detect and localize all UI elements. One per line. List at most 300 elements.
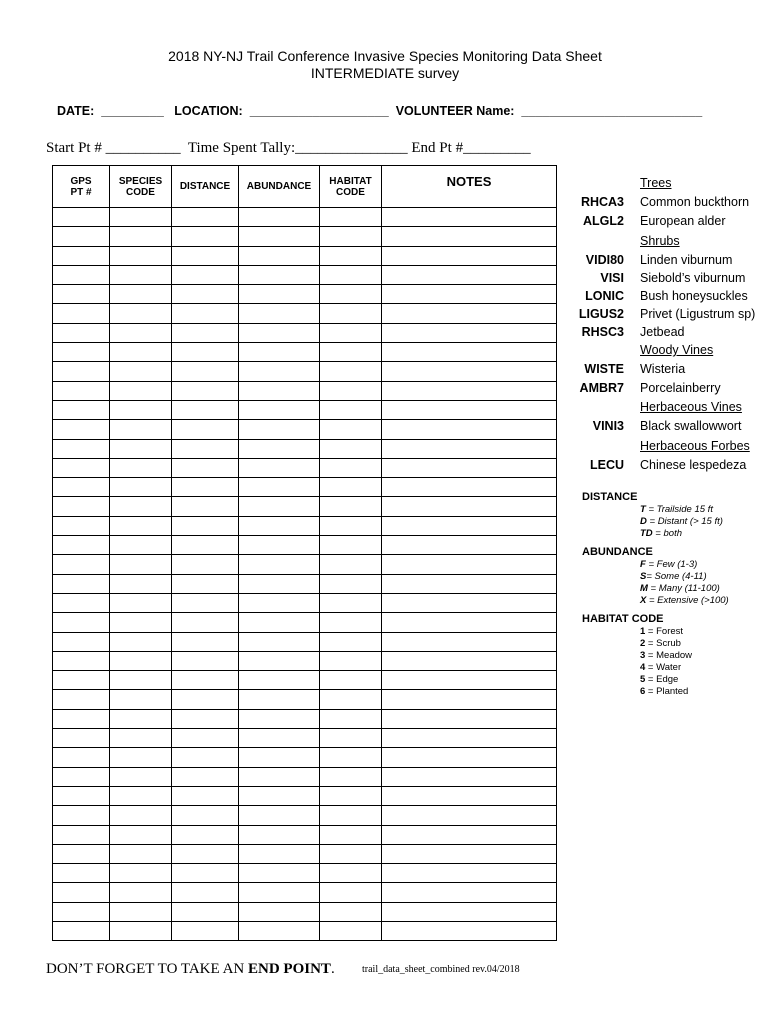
gps-cell[interactable]: [53, 767, 110, 786]
distance-cell[interactable]: [172, 246, 239, 265]
habitat-code-cell[interactable]: [320, 478, 382, 497]
species-code-cell[interactable]: [110, 902, 172, 921]
notes-cell[interactable]: [382, 304, 557, 323]
notes-cell[interactable]: [382, 536, 557, 555]
abundance-cell[interactable]: [239, 709, 320, 728]
table-body: [53, 208, 557, 941]
distance-cell[interactable]: [172, 555, 239, 574]
table-row: [53, 265, 557, 284]
distance-cell[interactable]: [172, 844, 239, 863]
habitat-key-item: [640, 626, 683, 638]
location-label: LOCATION:: [174, 104, 243, 118]
distance-cell[interactable]: [172, 400, 239, 419]
abundance-cell[interactable]: [239, 323, 320, 342]
table-row: [53, 381, 557, 400]
distance-key-code: D: [640, 516, 647, 527]
distance-cell[interactable]: [172, 516, 239, 535]
reminder-suffix: .: [330, 961, 335, 977]
species-code-cell[interactable]: [110, 516, 172, 535]
abundance-cell[interactable]: [239, 420, 320, 439]
abundance-cell[interactable]: [239, 825, 320, 844]
abundance-cell[interactable]: [239, 458, 320, 477]
legend-species-code: RHSC3: [581, 325, 624, 339]
species-code-cell[interactable]: [110, 921, 172, 940]
habitat-code-cell[interactable]: [320, 921, 382, 940]
notes-cell[interactable]: [382, 690, 557, 709]
habitat-code-cell[interactable]: [320, 555, 382, 574]
abundance-cell[interactable]: [239, 343, 320, 362]
col-abundance: ABUNDANCE: [239, 166, 320, 208]
species-code-cell[interactable]: [110, 304, 172, 323]
habitat-key-desc: = Edge: [645, 674, 679, 685]
table-row: [53, 343, 557, 362]
table-row: [53, 478, 557, 497]
abundance-cell[interactable]: [239, 574, 320, 593]
table-row: [53, 806, 557, 825]
legend-category-label: Herbaceous Vines: [640, 400, 742, 414]
distance-cell[interactable]: [172, 825, 239, 844]
habitat-key-code: 5: [640, 674, 646, 685]
abundance-cell[interactable]: [239, 439, 320, 458]
gps-cell[interactable]: [53, 844, 110, 863]
species-code-cell[interactable]: [110, 709, 172, 728]
distance-cell[interactable]: [172, 613, 239, 632]
habitat-key-desc: = Planted: [645, 686, 689, 697]
notes-cell[interactable]: [382, 343, 557, 362]
species-code-cell[interactable]: [110, 729, 172, 748]
gps-cell[interactable]: [53, 516, 110, 535]
distance-cell[interactable]: [172, 497, 239, 516]
time-spent-blank[interactable]: _______________: [295, 140, 408, 156]
gps-cell[interactable]: [53, 555, 110, 574]
habitat-code-cell[interactable]: [320, 671, 382, 690]
legend-species-code: AMBR7: [579, 381, 624, 395]
distance-cell[interactable]: [172, 651, 239, 670]
gps-cell[interactable]: [53, 323, 110, 342]
legend-species-name: Black swallowwort: [640, 419, 742, 433]
habitat-code-cell[interactable]: [320, 536, 382, 555]
date-blank[interactable]: _________: [101, 104, 164, 118]
notes-cell[interactable]: [382, 671, 557, 690]
abundance-key-item: [640, 571, 707, 583]
habitat-code-cell[interactable]: [320, 825, 382, 844]
notes-cell[interactable]: [382, 613, 557, 632]
table-row: [53, 748, 557, 767]
species-code-cell[interactable]: [110, 632, 172, 651]
table-row: [53, 632, 557, 651]
species-code-cell[interactable]: [110, 381, 172, 400]
abundance-cell[interactable]: [239, 729, 320, 748]
abundance-cell[interactable]: [239, 265, 320, 284]
table-row: [53, 208, 557, 227]
notes-cell[interactable]: [382, 825, 557, 844]
habitat-code-cell[interactable]: [320, 613, 382, 632]
gps-cell[interactable]: [53, 864, 110, 883]
gps-cell[interactable]: [53, 729, 110, 748]
species-code-cell[interactable]: [110, 883, 172, 902]
gps-cell[interactable]: [53, 362, 110, 381]
gps-cell[interactable]: [53, 381, 110, 400]
habitat-code-cell[interactable]: [320, 497, 382, 516]
habitat-code-cell[interactable]: [320, 632, 382, 651]
abundance-cell[interactable]: [239, 208, 320, 227]
start-point-blank[interactable]: __________: [105, 140, 181, 156]
gps-cell[interactable]: [53, 632, 110, 651]
notes-cell[interactable]: [382, 748, 557, 767]
notes-cell[interactable]: [382, 420, 557, 439]
gps-cell[interactable]: [53, 265, 110, 284]
habitat-code-cell[interactable]: [320, 883, 382, 902]
distance-cell[interactable]: [172, 265, 239, 284]
distance-cell[interactable]: [172, 323, 239, 342]
gps-cell[interactable]: [53, 458, 110, 477]
table-row: [53, 420, 557, 439]
species-code-cell[interactable]: [110, 227, 172, 246]
species-code-cell[interactable]: [110, 671, 172, 690]
habitat-code-cell[interactable]: [320, 323, 382, 342]
col-habitat-code: HABITAT CODE: [320, 166, 382, 208]
gps-cell[interactable]: [53, 227, 110, 246]
species-code-cell[interactable]: [110, 825, 172, 844]
title-line-2: INTERMEDIATE survey: [310, 65, 460, 81]
species-code-cell[interactable]: [110, 439, 172, 458]
gps-cell[interactable]: [53, 304, 110, 323]
gps-cell[interactable]: [53, 671, 110, 690]
distance-key-desc: = Trailside 15 ft: [645, 504, 713, 515]
abundance-cell[interactable]: [239, 767, 320, 786]
notes-cell[interactable]: [382, 555, 557, 574]
species-code-cell[interactable]: [110, 536, 172, 555]
habitat-code-cell[interactable]: [320, 343, 382, 362]
abundance-cell[interactable]: [239, 883, 320, 902]
distance-cell[interactable]: [172, 478, 239, 497]
habitat-code-cell[interactable]: [320, 786, 382, 805]
gps-cell[interactable]: [53, 690, 110, 709]
habitat-code-cell[interactable]: [320, 439, 382, 458]
abundance-cell[interactable]: [239, 227, 320, 246]
distance-key-desc: = both: [652, 528, 682, 539]
habitat-code-cell[interactable]: [320, 767, 382, 786]
species-code-cell[interactable]: [110, 478, 172, 497]
species-code-cell[interactable]: [110, 613, 172, 632]
notes-cell[interactable]: [382, 285, 557, 304]
species-code-cell[interactable]: [110, 285, 172, 304]
distance-cell[interactable]: [172, 883, 239, 902]
table-row: [53, 709, 557, 728]
notes-cell[interactable]: [382, 227, 557, 246]
table-row: [53, 883, 557, 902]
distance-cell[interactable]: [172, 786, 239, 805]
abundance-cell[interactable]: [239, 362, 320, 381]
table-row: [53, 844, 557, 863]
habitat-code-cell[interactable]: [320, 709, 382, 728]
habitat-code-cell[interactable]: [320, 690, 382, 709]
gps-cell[interactable]: [53, 574, 110, 593]
abundance-cell[interactable]: [239, 806, 320, 825]
gps-cell[interactable]: [53, 613, 110, 632]
table-row: [53, 864, 557, 883]
notes-cell[interactable]: [382, 864, 557, 883]
distance-cell[interactable]: [172, 632, 239, 651]
habitat-code-cell[interactable]: [320, 902, 382, 921]
abundance-cell[interactable]: [239, 902, 320, 921]
abundance-cell[interactable]: [239, 304, 320, 323]
distance-cell[interactable]: [172, 593, 239, 612]
habitat-code-cell[interactable]: [320, 246, 382, 265]
habitat-key-desc: = Forest: [645, 626, 684, 637]
distance-cell[interactable]: [172, 748, 239, 767]
table-header-row: [53, 166, 557, 208]
abundance-key-code: S: [640, 571, 647, 582]
habitat-key-desc: = Meadow: [645, 650, 693, 661]
abundance-cell[interactable]: [239, 632, 320, 651]
abundance-cell[interactable]: [239, 246, 320, 265]
gps-cell[interactable]: [53, 825, 110, 844]
notes-cell[interactable]: [382, 574, 557, 593]
notes-cell[interactable]: [382, 516, 557, 535]
habitat-key-item: [640, 662, 681, 674]
species-code-cell[interactable]: [110, 497, 172, 516]
habitat-code-cell[interactable]: [320, 400, 382, 419]
notes-cell[interactable]: [382, 381, 557, 400]
notes-cell[interactable]: [382, 439, 557, 458]
distance-cell[interactable]: [172, 208, 239, 227]
notes-cell[interactable]: [382, 709, 557, 728]
species-code-cell[interactable]: [110, 420, 172, 439]
habitat-code-cell[interactable]: [320, 844, 382, 863]
notes-cell[interactable]: [382, 593, 557, 612]
volunteer-label: VOLUNTEER Name:: [395, 104, 515, 118]
habitat-code-cell[interactable]: [320, 651, 382, 670]
abundance-cell[interactable]: [239, 671, 320, 690]
legend-category-label: Woody Vines: [640, 343, 714, 357]
species-code-cell[interactable]: [110, 864, 172, 883]
gps-cell[interactable]: [53, 497, 110, 516]
table-row: [53, 786, 557, 805]
habitat-code-cell[interactable]: [320, 516, 382, 535]
habitat-code-cell[interactable]: [320, 748, 382, 767]
volunteer-blank[interactable]: __________________________: [521, 104, 703, 118]
species-code-cell[interactable]: [110, 806, 172, 825]
notes-cell[interactable]: [382, 478, 557, 497]
habitat-code-cell[interactable]: [320, 304, 382, 323]
end-point-label: End Pt #: [411, 140, 464, 156]
notes-cell[interactable]: [382, 883, 557, 902]
distance-cell[interactable]: [172, 690, 239, 709]
species-code-cell[interactable]: [110, 690, 172, 709]
habitat-code-cell[interactable]: [320, 227, 382, 246]
species-code-cell[interactable]: [110, 265, 172, 284]
notes-cell[interactable]: [382, 921, 557, 940]
gps-cell[interactable]: [53, 709, 110, 728]
gps-cell[interactable]: [53, 883, 110, 902]
notes-cell[interactable]: [382, 651, 557, 670]
table-row: [53, 497, 557, 516]
notes-cell[interactable]: [382, 265, 557, 284]
legend-species-name: Bush honeysuckles: [640, 289, 748, 303]
species-code-cell[interactable]: [110, 323, 172, 342]
species-code-cell[interactable]: [110, 844, 172, 863]
habitat-code-cell[interactable]: [320, 381, 382, 400]
abundance-cell[interactable]: [239, 593, 320, 612]
abundance-key-desc: = Few (1-3): [645, 559, 698, 570]
legend-category-label: Herbaceous Forbes: [640, 439, 750, 453]
abundance-cell[interactable]: [239, 690, 320, 709]
distance-cell[interactable]: [172, 729, 239, 748]
notes-cell[interactable]: [382, 458, 557, 477]
habitat-code-cell[interactable]: [320, 285, 382, 304]
species-code-cell[interactable]: [110, 246, 172, 265]
species-code-cell[interactable]: [110, 400, 172, 419]
distance-key-item: [640, 528, 682, 540]
abundance-key-title: ABUNDANCE: [582, 546, 653, 558]
legend-species-name: Jetbead: [640, 325, 685, 339]
notes-cell[interactable]: [382, 497, 557, 516]
col-distance: DISTANCE: [172, 166, 239, 208]
distance-cell[interactable]: [172, 343, 239, 362]
species-code-cell[interactable]: [110, 343, 172, 362]
distance-cell[interactable]: [172, 381, 239, 400]
abundance-cell[interactable]: [239, 381, 320, 400]
abundance-key-desc: = Extensive (>100): [646, 595, 729, 606]
notes-cell[interactable]: [382, 844, 557, 863]
abundance-cell[interactable]: [239, 921, 320, 940]
gps-cell[interactable]: [53, 921, 110, 940]
abundance-cell[interactable]: [239, 555, 320, 574]
gps-cell[interactable]: [53, 651, 110, 670]
abundance-cell[interactable]: [239, 285, 320, 304]
distance-cell[interactable]: [172, 420, 239, 439]
distance-cell[interactable]: [172, 285, 239, 304]
distance-cell[interactable]: [172, 767, 239, 786]
habitat-code-cell[interactable]: [320, 458, 382, 477]
notes-cell[interactable]: [382, 400, 557, 419]
distance-cell[interactable]: [172, 536, 239, 555]
species-code-cell[interactable]: [110, 593, 172, 612]
notes-cell[interactable]: [382, 806, 557, 825]
gps-cell[interactable]: [53, 400, 110, 419]
distance-cell[interactable]: [172, 709, 239, 728]
gps-cell[interactable]: [53, 478, 110, 497]
distance-cell[interactable]: [172, 439, 239, 458]
col-gps-point: GPS PT #: [53, 166, 110, 208]
species-code-cell[interactable]: [110, 362, 172, 381]
notes-cell[interactable]: [382, 323, 557, 342]
gps-cell[interactable]: [53, 593, 110, 612]
abundance-cell[interactable]: [239, 844, 320, 863]
habitat-key-item: [640, 638, 681, 650]
habitat-key-item: [640, 650, 692, 662]
table-row: [53, 921, 557, 940]
notes-cell[interactable]: [382, 786, 557, 805]
distance-cell[interactable]: [172, 864, 239, 883]
habitat-code-cell[interactable]: [320, 265, 382, 284]
abundance-cell[interactable]: [239, 786, 320, 805]
abundance-cell[interactable]: [239, 651, 320, 670]
distance-cell[interactable]: [172, 304, 239, 323]
species-code-cell[interactable]: [110, 651, 172, 670]
abundance-cell[interactable]: [239, 516, 320, 535]
habitat-code-cell[interactable]: [320, 574, 382, 593]
habitat-code-cell[interactable]: [320, 208, 382, 227]
species-code-cell[interactable]: [110, 574, 172, 593]
species-code-cell[interactable]: [110, 458, 172, 477]
notes-cell[interactable]: [382, 632, 557, 651]
gps-cell[interactable]: [53, 748, 110, 767]
species-code-cell[interactable]: [110, 748, 172, 767]
abundance-cell[interactable]: [239, 497, 320, 516]
species-code-cell[interactable]: [110, 786, 172, 805]
abundance-cell[interactable]: [239, 748, 320, 767]
habitat-key-code: 1: [640, 626, 646, 637]
legend-species-code: VINI3: [592, 419, 624, 433]
distance-cell[interactable]: [172, 902, 239, 921]
notes-cell[interactable]: [382, 362, 557, 381]
abundance-cell[interactable]: [239, 864, 320, 883]
gps-cell[interactable]: [53, 786, 110, 805]
gps-cell[interactable]: [53, 285, 110, 304]
habitat-code-cell[interactable]: [320, 420, 382, 439]
distance-cell[interactable]: [172, 806, 239, 825]
gps-cell[interactable]: [53, 208, 110, 227]
abundance-cell[interactable]: [239, 536, 320, 555]
distance-cell[interactable]: [172, 362, 239, 381]
habitat-code-cell[interactable]: [320, 864, 382, 883]
distance-cell[interactable]: [172, 671, 239, 690]
notes-cell[interactable]: [382, 902, 557, 921]
col-notes: NOTES: [382, 166, 557, 208]
habitat-code-cell[interactable]: [320, 806, 382, 825]
abundance-cell[interactable]: [239, 613, 320, 632]
gps-cell[interactable]: [53, 343, 110, 362]
distance-cell[interactable]: [172, 574, 239, 593]
habitat-code-cell[interactable]: [320, 362, 382, 381]
abundance-key-desc: = Some (4-11): [646, 571, 707, 582]
notes-cell[interactable]: [382, 729, 557, 748]
table-row: [53, 285, 557, 304]
gps-cell[interactable]: [53, 806, 110, 825]
distance-cell[interactable]: [172, 458, 239, 477]
habitat-key-code: 3: [640, 650, 646, 661]
notes-cell[interactable]: [382, 208, 557, 227]
distance-cell[interactable]: [172, 921, 239, 940]
gps-cell[interactable]: [53, 420, 110, 439]
gps-cell[interactable]: [53, 246, 110, 265]
legend-species-code: VIDI80: [585, 253, 624, 267]
species-code-cell[interactable]: [110, 767, 172, 786]
habitat-code-cell[interactable]: [320, 593, 382, 612]
end-point-blank[interactable]: _________: [463, 140, 531, 156]
table-row: [53, 555, 557, 574]
table-row: [53, 825, 557, 844]
abundance-cell[interactable]: [239, 478, 320, 497]
distance-key-desc: = Distant (> 15 ft): [646, 516, 723, 527]
habitat-code-cell[interactable]: [320, 729, 382, 748]
gps-cell[interactable]: [53, 536, 110, 555]
species-code-cell[interactable]: [110, 208, 172, 227]
legend-category-label: Shrubs: [640, 234, 680, 248]
notes-cell[interactable]: [382, 246, 557, 265]
abundance-cell[interactable]: [239, 400, 320, 419]
table-row: [53, 458, 557, 477]
habitat-key-item: [640, 674, 678, 686]
gps-cell[interactable]: [53, 439, 110, 458]
location-blank[interactable]: ____________________: [249, 104, 389, 118]
notes-cell[interactable]: [382, 767, 557, 786]
gps-cell[interactable]: [53, 902, 110, 921]
species-code-cell[interactable]: [110, 555, 172, 574]
distance-cell[interactable]: [172, 227, 239, 246]
